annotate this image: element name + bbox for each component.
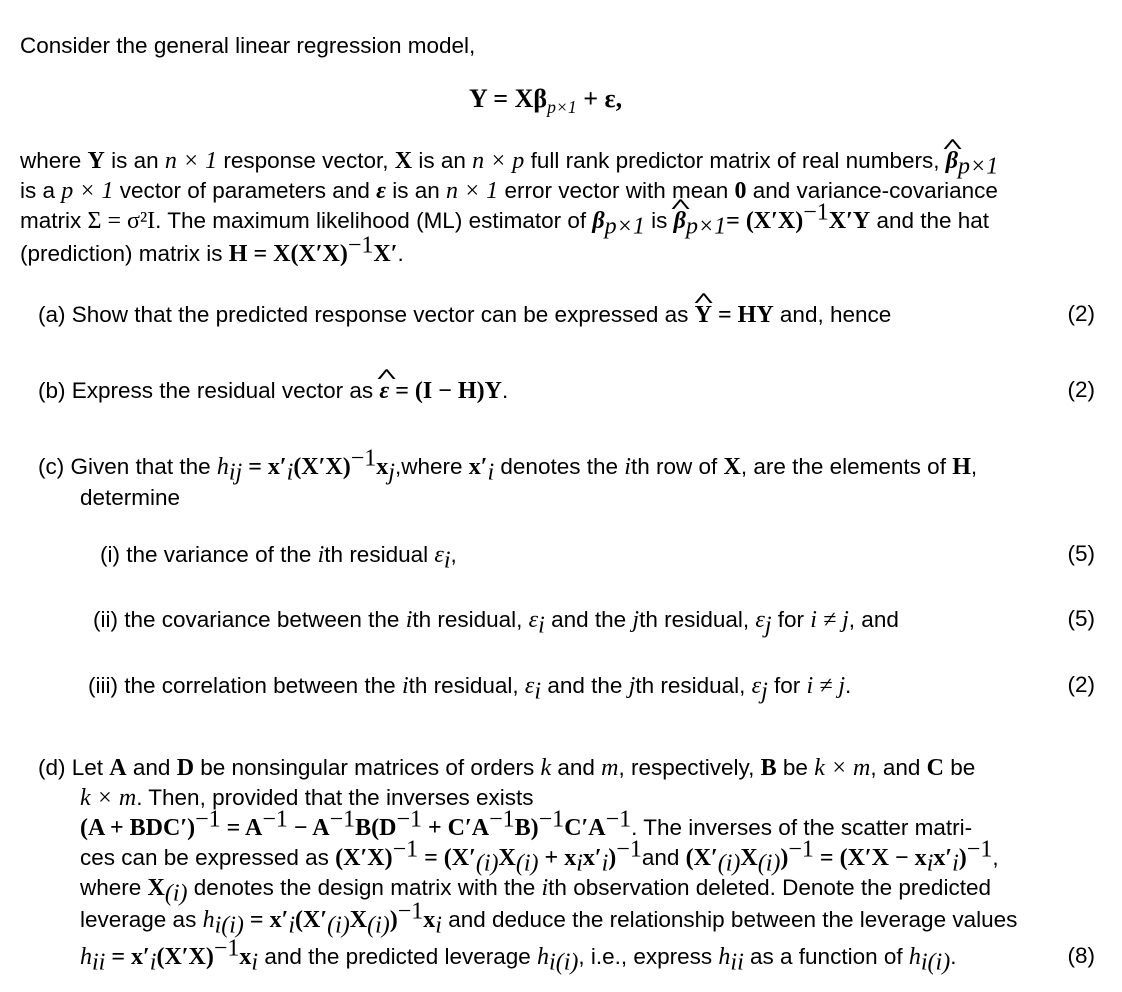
marks-b: (2) xyxy=(1067,377,1095,402)
question-c-ii: (ii) the covariance between the ith residual, $\varepsilon_i$ and the jth residual, $\varepsilon_j$ for i ≠ j, and xyxy=(93,607,899,639)
question-a: (a) Show that the predicted response vector can be expressed as ^ Y = HY and, hence xyxy=(38,301,891,330)
para-line-1: where Y is an n × 1 response vector, X is an n × p full rank predictor matrix of real numbers, ^ $\beta_{p\times 1}$ xyxy=(20,147,998,176)
marks-c-ii: (5) xyxy=(1067,606,1095,631)
para-line-3: matrix Σ = σ²I. The maximum likelihood (ML) estimator of $\beta_{p\times 1}$ is ^ $\beta_{p\times 1}= (X'X)^{-1}X'Y$ and the hat xyxy=(20,207,989,236)
question-d-line-5: where $X_{(i)}$ denotes the design matrix with the ith observation deleted. Denote the predicted xyxy=(80,875,991,907)
question-c-line-1: (c) Given that the $h_{ij}$ = $x'_i(X'X)^{-1}x_j,where$ $x'_i$ denotes the ith row of X, are the elements of H, xyxy=(38,445,978,486)
question-c-iii: (iii) the correlation between the ith residual, $\varepsilon_i$ and the jth residual, $\varepsilon_j$ for i ≠ j. xyxy=(88,673,852,705)
question-d-line-2: k × m. Then, provided that the inverses exists xyxy=(80,785,534,811)
question-c-i: (i) the variance of the ith residual $\varepsilon_i$, xyxy=(100,542,457,574)
question-c-line-2: determine xyxy=(80,485,181,510)
marks-c-i: (5) xyxy=(1067,541,1095,566)
question-d-line-6: leverage as $h_{i(i)} = x'_i(X'_{(i)}X_{(i)})^{-1}x_i$ and deduce the relationship between the leverage values xyxy=(80,898,1018,939)
question-d-line-1: (d) Let A and D be nonsingular matrices of orders k and m, respectively, B be k × m, and C be xyxy=(38,755,976,781)
question-d-line-3: $(A + BDC')^{-1} = A^{-1} - A^{-1}B(D^{-1} + C'A^{-1}B)^{-1}C'A^{-1}$. The inverses of the scatter matri- xyxy=(80,806,973,841)
question-b: (b) Express the residual vector as ^ ε = (I − H)Y. xyxy=(38,377,508,406)
marks-d: (8) xyxy=(1067,943,1095,968)
model-equation: $Y = X\beta_{p\times 1} + \varepsilon$, xyxy=(469,84,623,118)
intro-text: Consider the general linear regression model, xyxy=(20,33,476,58)
question-d-line-7: $h_{ii} = x'_i(X'X)^{-1}x_i$ and the predicted leverage $h_{i(i)}$, i.e., express $h_{ii}$ as a function of $h_{i(i)}$. xyxy=(80,935,957,976)
marks-a: (2) xyxy=(1067,301,1095,326)
para-line-2: is a p × 1 vector of parameters and ε is an n × 1 error vector with mean 0 and variance-covariance xyxy=(20,178,998,204)
para-line-4: (prediction) matrix is $H = X(X'X)^{-1}X'$. xyxy=(20,232,404,267)
marks-c-iii: (2) xyxy=(1067,672,1095,697)
question-d-line-4: ces can be expressed as $(X'X)^{-1} = (X'_{(i)}X_{(i)} + x_ix'_i)^{-1}and$ $(X'_{(i)}X_{(i)})^{-1} = (X'X - x_ix'_i)^{-1}$, xyxy=(80,836,999,877)
